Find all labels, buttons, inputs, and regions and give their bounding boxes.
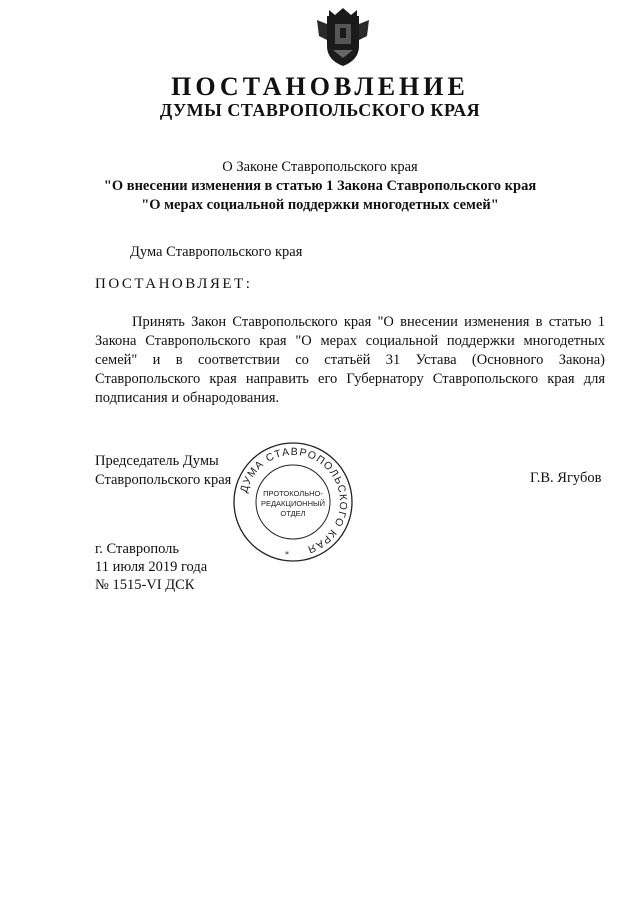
svg-text:ДУМА СТАВРОПОЛЬСКОГО КРАЯ: ДУМА СТАВРОПОЛЬСКОГО КРАЯ <box>237 445 350 556</box>
svg-text:РЕДАКЦИОННЫЙ: РЕДАКЦИОННЫЙ <box>260 499 326 508</box>
position-line-2: Ставропольского края <box>95 472 232 488</box>
document-subject <box>0 158 640 215</box>
svg-text:ПРОТОКОЛЬНО-: ПРОТОКОЛЬНО- <box>263 489 323 498</box>
resolution-body: Принять Закон Ставропольского края "О внесении изменения в статью 1 Закона Ставропольского края "О мерах социальной поддержки многодетных семей" и в соответствии со статьёй 31 Устава (Основного Закона) Ставропольского края направить его Губернатору Ставропольского края для подписания и обнародования. <box>95 314 605 406</box>
position-line-1: Председатель Думы <box>95 453 219 469</box>
document-footer <box>95 540 207 594</box>
date: 11 июля 2019 года <box>95 559 208 575</box>
resolves-heading: ПОСТАНОВЛЯЕТ: <box>95 276 253 292</box>
signatory-name: Г.В. Ягубов <box>530 470 602 486</box>
svg-text:*: * <box>285 550 289 559</box>
signatory-position <box>95 452 231 490</box>
svg-text:ОТДЕЛ: ОТДЕЛ <box>280 509 306 518</box>
document-number: № 1515-VI ДСК <box>95 577 195 593</box>
subject-line-1: О Законе Ставропольского края <box>222 159 418 175</box>
coat-of-arms-icon <box>313 6 373 70</box>
document-subtitle: ДУМЫ СТАВРОПОЛЬСКОГО КРАЯ <box>159 100 481 120</box>
subject-line-3: "О мерах социальной поддержки многодетных семей" <box>141 197 499 213</box>
subject-line-2: "О внесении изменения в статью 1 Закона Ставропольского края <box>103 178 537 194</box>
document-title: ПОСТАНОВЛЕНИЕ <box>171 72 469 101</box>
city: г. Ставрополь <box>95 541 180 557</box>
preamble: Дума Ставропольского края <box>130 244 303 260</box>
official-stamp <box>231 440 355 564</box>
